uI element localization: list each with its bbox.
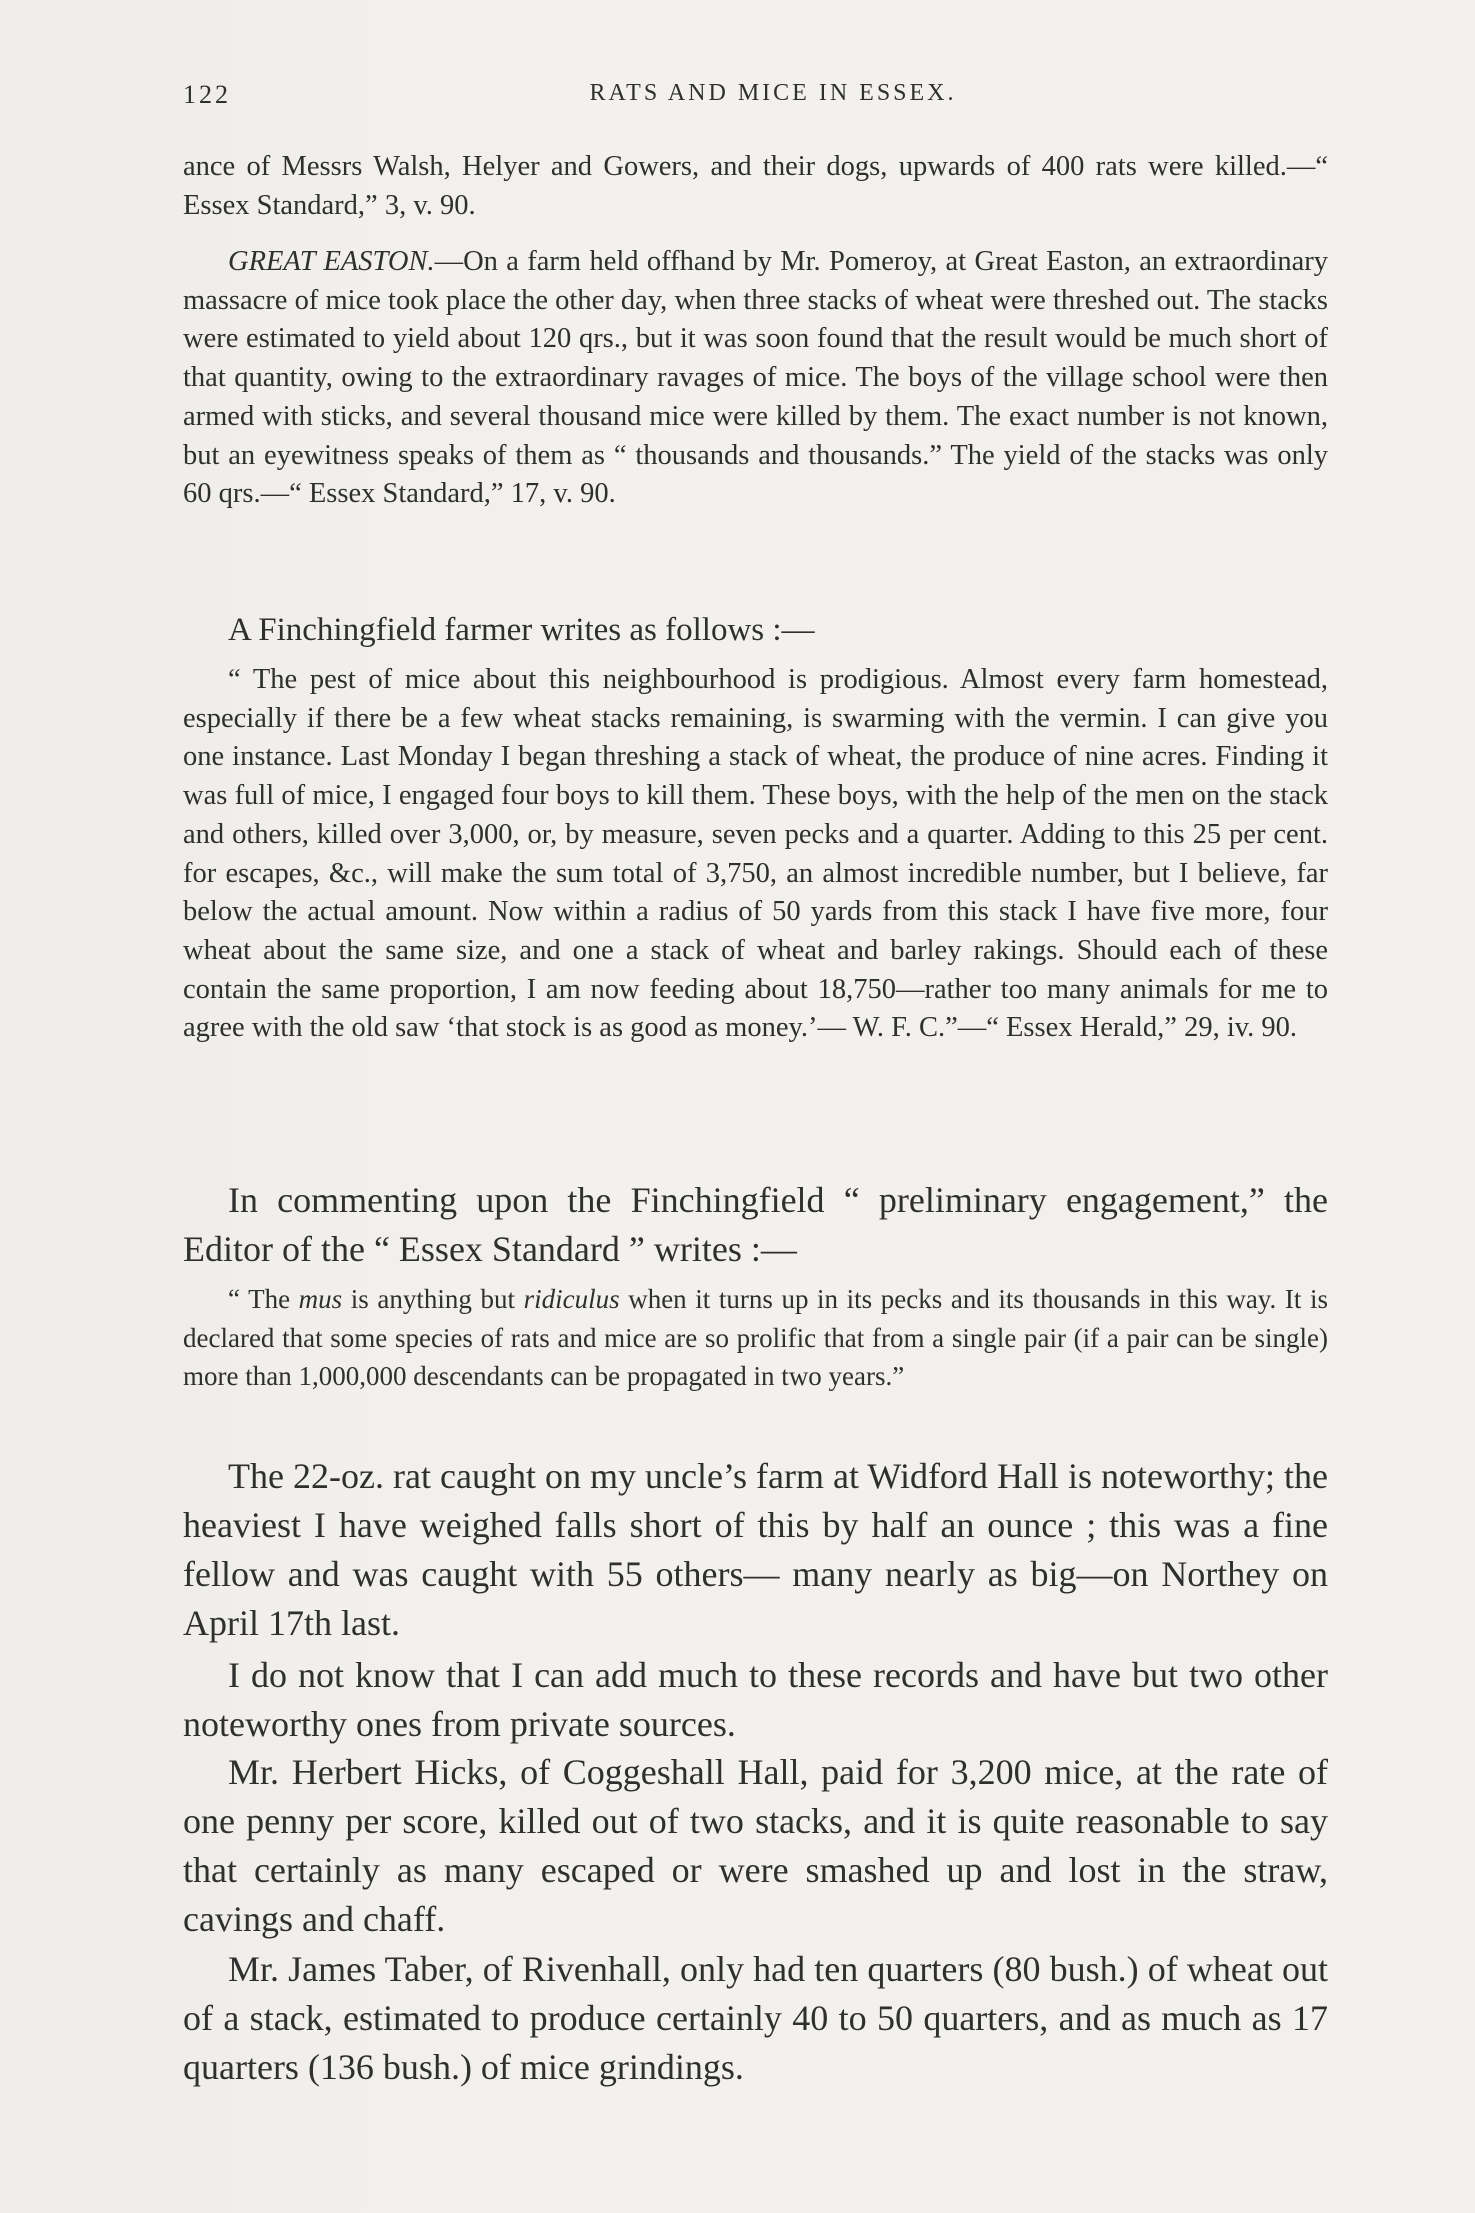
great-easton-body: —On a farm held offhand by Mr. Pomeroy, at Great Easton, an extraordinary massacre of mice took place the other day, when three stacks of wheat were threshed out. The stacks were estimated to yield about 120 qrs., but it was soon found that the result would be much short of that quantity, owing to the extraordinary ravages of mice. The boys of the village school were then armed with sticks, and several thousand mice were killed by them. The exact number is not known, but an eyewitness speaks of them as “ thousands and thousands.” The yield of the stacks was only 60 qrs.—“ Essex Standard,” 17, v. 90. bbox=[183, 246, 1328, 510]
quote-finchingfield-farmer: “ The pest of mice about this neighbourhood is prodigious. Almost every farm homestead, especially if there be a few wheat stacks remaining, is swarming with the vermin. I can give you one instance. Last Monday I began threshing a stack of wheat, the produce of nine acres. Finding it was full of mice, I engaged four boys to kill them. These boys, with the help of the men on the stack and others, killed over 3,000, or, by measure, seven pecks and a quarter. Adding to this 25 per cent. for escapes, &c., will make the sum total of 3,750, an almost incredible number, but I believe, far below the actual amount. Now within a radius of 50 yards from this stack I have five more, four wheat about the same size, and one a stack of wheat and barley rakings. Should each of these contain the same proportion, I am now feeding about 18,750—rather too many animals for me to agree with the old saw ‘that stock is as good as money.’— W. F. C.”—“ Essex Herald,” 29, iv. 90. bbox=[183, 664, 1328, 1044]
paragraph-finchingfield-intro: A Finchingfield farmer writes as follows :— bbox=[228, 612, 815, 648]
paragraph-great-easton bbox=[183, 243, 1328, 514]
italic-ridiculus: ridiculus bbox=[523, 1284, 620, 1314]
paragraph-widford-rat: The 22-oz. rat caught on my uncle’s farm at Widford Hall is noteworthy; the heaviest I have weighed falls short of this by half an ounce ; this was a fine fellow and was caught with 55 others— many nearly as big—on Northey on April 17th last. bbox=[183, 1456, 1328, 1643]
paragraph-editor-comment: In commenting upon the Finchingfield “ preliminary engagement,” the Editor of the “ Essex Standard ” writes :— bbox=[183, 1180, 1328, 1269]
place-name-great-easton: GREAT EASTON. bbox=[228, 246, 435, 277]
quote-essex-standard: “ The mus is anything but ridiculus when it turns up in its pecks and its thousands in this way. It is declared that some species of rats and mice are so prolific that from a single pair (if a pair can be single) more than 1,000,000 descendants can be propagated in two years.” bbox=[183, 1284, 1328, 1392]
paragraph-james-taber: Mr. James Taber, of Rivenhall, only had ten quarters (80 bush.) of wheat out of a stack, estimated to produce certainly 40 to 50 quarters, and as much as 17 quarters (136 bush.) of mice grindings. bbox=[183, 1949, 1328, 2087]
running-title: RATS AND MICE IN ESSEX. bbox=[589, 80, 957, 106]
paragraph-rats-killed: ance of Messrs Walsh, Helyer and Gowers, and their dogs, upwards of 400 rats were killed.—“ Essex Standard,” 3, v. 90. bbox=[183, 151, 1328, 221]
italic-mus: mus bbox=[298, 1284, 343, 1314]
page-number: 122 bbox=[183, 80, 231, 109]
running-head bbox=[183, 80, 1323, 120]
paragraph-herbert-hicks: Mr. Herbert Hicks, of Coggeshall Hall, paid for 3,200 mice, at the rate of one penny per score, killed out of two stacks, and it is quite reasonable to say that certainly as many escaped or were smashed up and lost in the straw, cavings and chaff. bbox=[183, 1752, 1328, 1939]
paragraph-private-sources: I do not know that I can add much to these records and have but two other noteworthy ones from private sources. bbox=[183, 1655, 1328, 1744]
